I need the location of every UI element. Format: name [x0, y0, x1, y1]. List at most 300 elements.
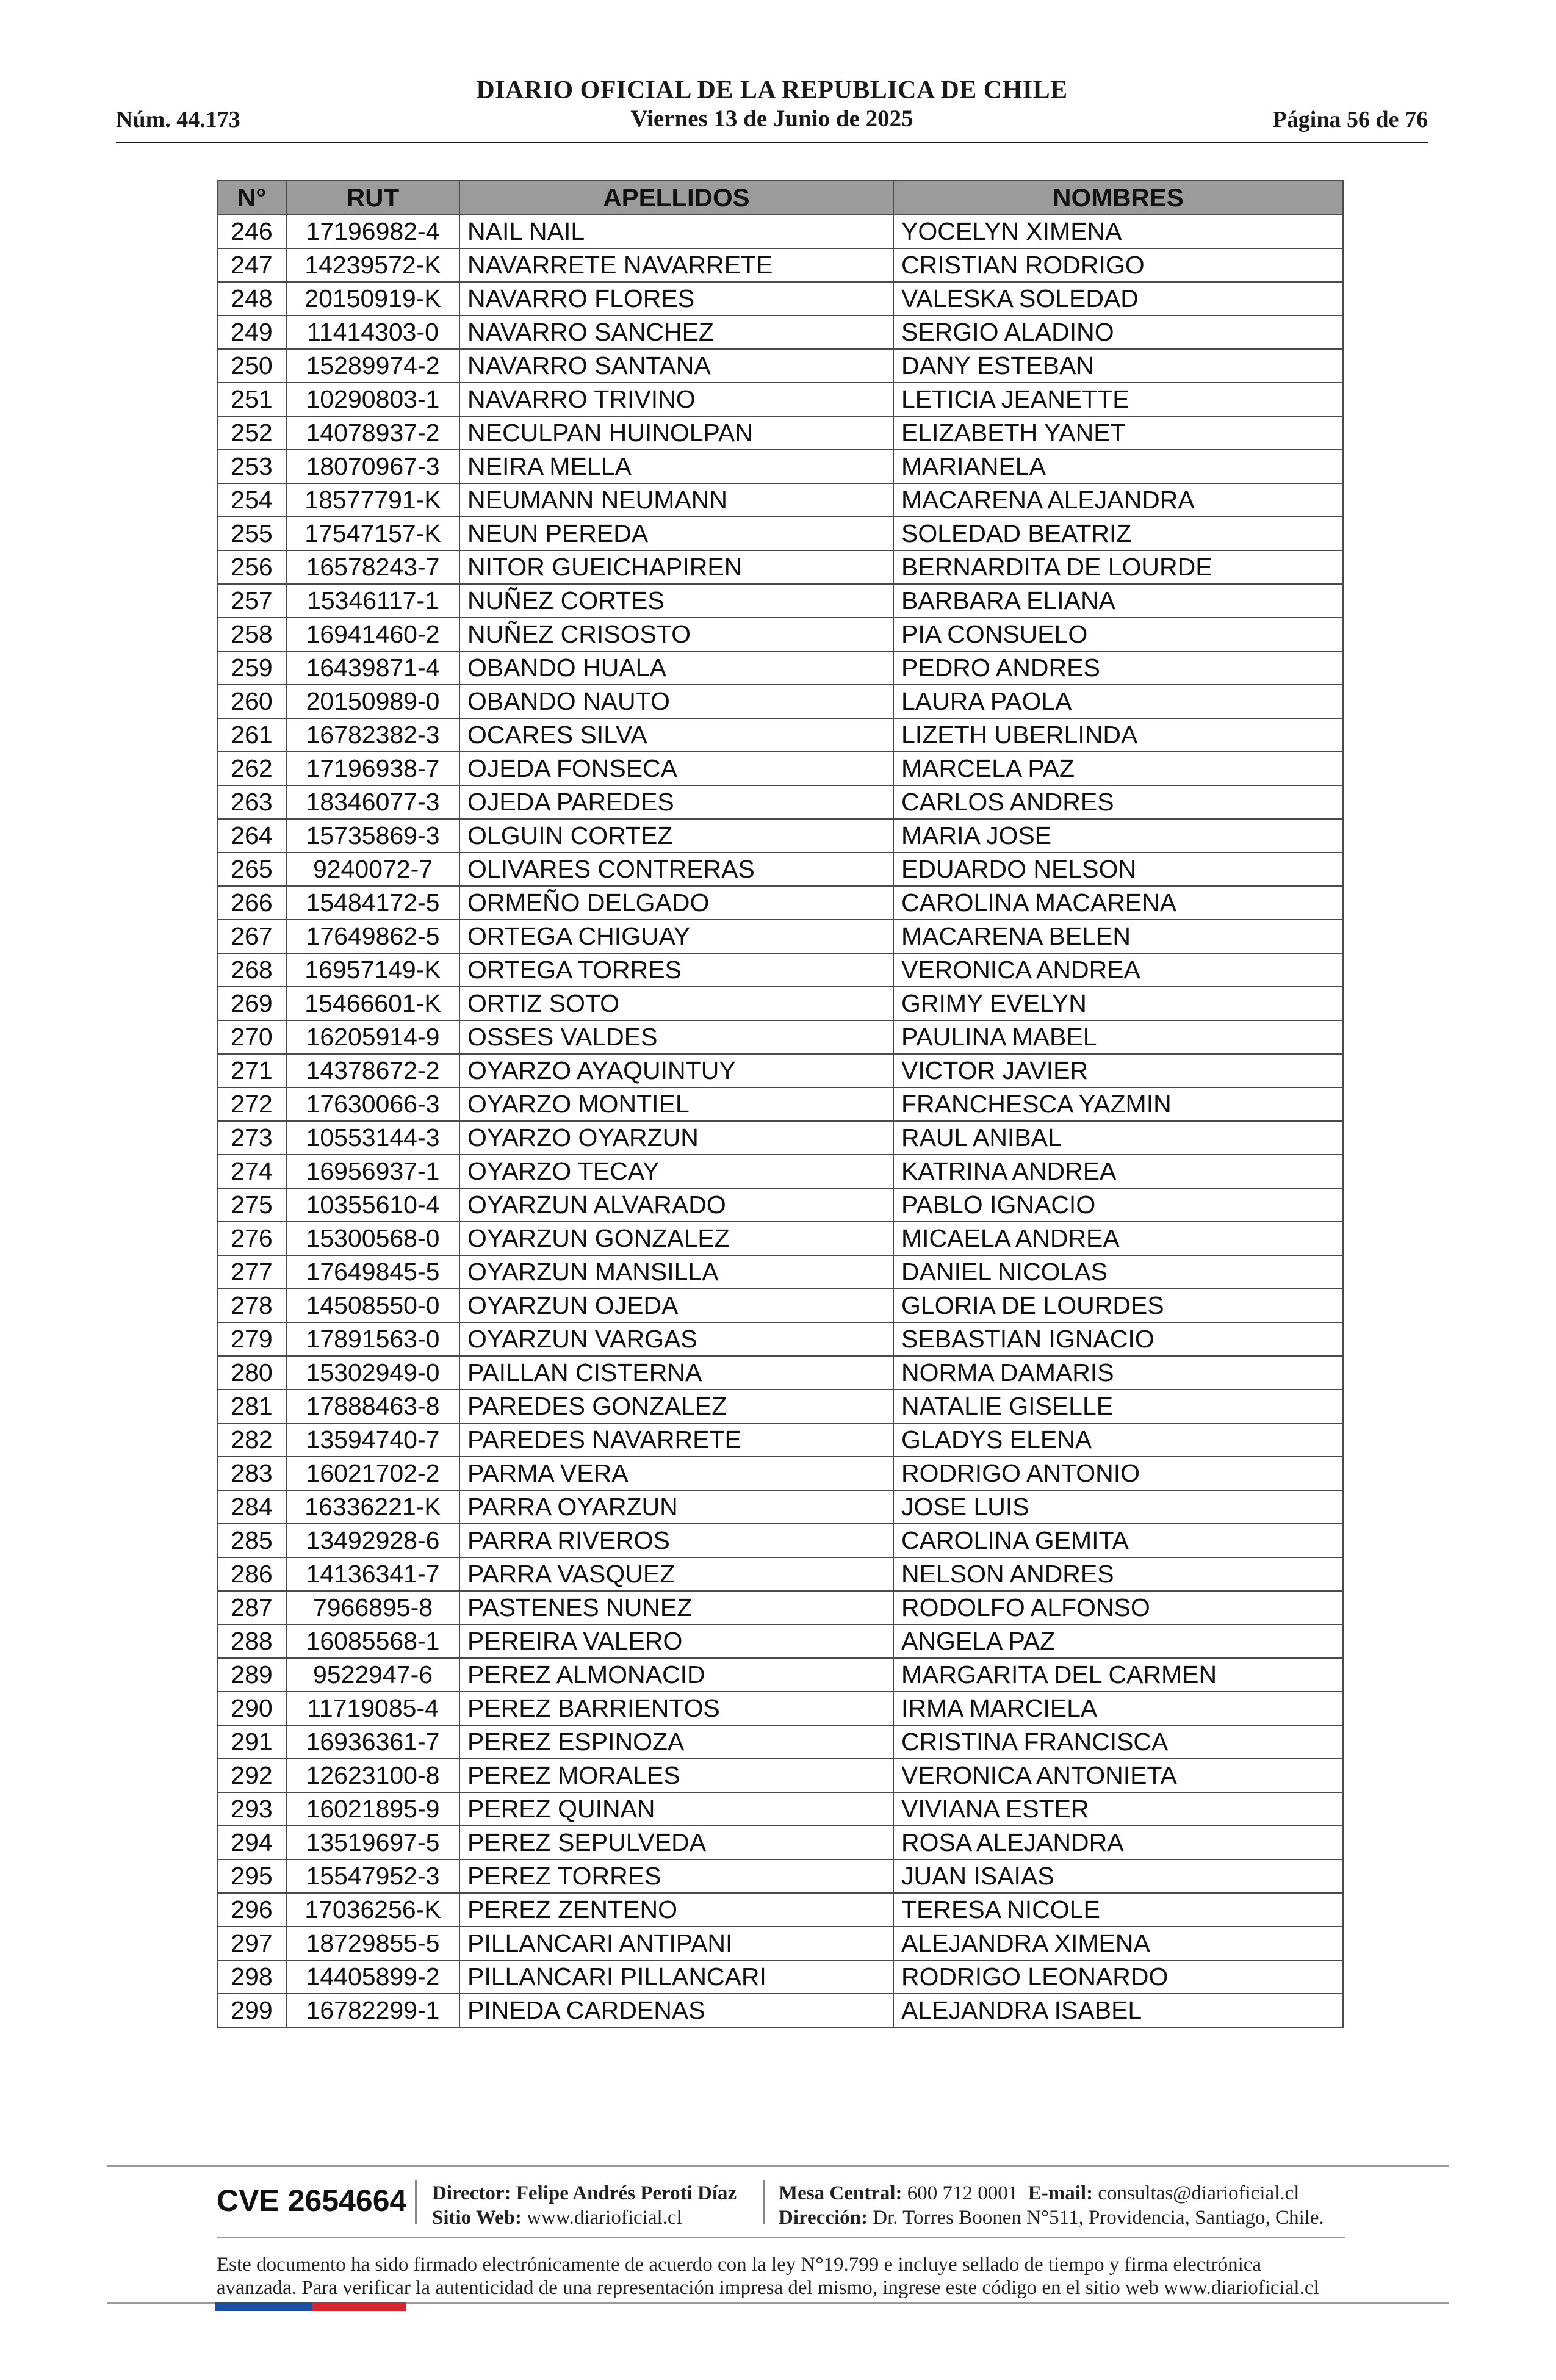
table-row	[217, 483, 1343, 517]
row-number: 268	[217, 953, 286, 987]
row-apellidos: OLGUIN CORTEZ	[459, 819, 893, 853]
row-apellidos: NAVARRO SANCHEZ	[459, 316, 893, 349]
row-rut: 14136341-7	[286, 1557, 459, 1591]
table-row	[217, 1289, 1343, 1322]
row-rut: 15466601-K	[286, 987, 459, 1020]
table-row	[217, 1658, 1343, 1692]
flag-red-segment	[312, 2302, 406, 2311]
footer-divider-top	[107, 2165, 1449, 2167]
row-rut: 18070967-3	[286, 450, 459, 483]
row-apellidos: ORTIZ SOTO	[459, 987, 893, 1020]
row-apellidos: OYARZUN GONZALEZ	[459, 1222, 893, 1255]
row-apellidos: PARRA VASQUEZ	[459, 1557, 893, 1591]
row-rut: 17649845-5	[286, 1255, 459, 1289]
site-label: Sitio Web:	[432, 2207, 522, 2229]
row-number: 286	[217, 1557, 286, 1591]
row-apellidos: ORTEGA TORRES	[459, 953, 893, 987]
row-rut: 17888463-8	[286, 1390, 459, 1423]
row-rut: 16336221-K	[286, 1490, 459, 1524]
row-apellidos: OYARZUN MANSILLA	[459, 1255, 893, 1289]
table-row	[217, 1692, 1343, 1725]
table-row	[217, 853, 1343, 886]
row-apellidos: PINEDA CARDENAS	[459, 1994, 893, 2027]
table-row	[217, 1826, 1343, 1859]
row-apellidos: NEUN PEREDA	[459, 517, 893, 550]
row-nombres: IRMA MARCIELA	[893, 1692, 1343, 1725]
row-nombres: KATRINA ANDREA	[893, 1155, 1343, 1188]
issue-number: Núm. 44.173	[116, 107, 240, 132]
row-number: 272	[217, 1087, 286, 1121]
table-row	[217, 1557, 1343, 1591]
table-row	[217, 1524, 1343, 1557]
row-number: 282	[217, 1423, 286, 1457]
row-apellidos: OYARZO TECAY	[459, 1155, 893, 1188]
row-apellidos: NAVARRETE NAVARRETE	[459, 248, 893, 282]
row-number: 255	[217, 517, 286, 550]
row-apellidos: PEREZ SEPULVEDA	[459, 1826, 893, 1859]
row-apellidos: PEREIRA VALERO	[459, 1625, 893, 1658]
row-rut: 15289974-2	[286, 349, 459, 383]
table-row	[217, 953, 1343, 987]
table-row	[217, 1155, 1343, 1188]
row-apellidos: NAVARRO SANTANA	[459, 349, 893, 383]
table-row	[217, 383, 1343, 416]
row-rut: 20150919-K	[286, 282, 459, 316]
footer-divider-middle	[217, 2237, 1345, 2238]
cve-code: CVE 2654664	[217, 2183, 407, 2218]
header-divider	[116, 142, 1428, 143]
row-number: 257	[217, 584, 286, 618]
row-nombres: ANGELA PAZ	[893, 1625, 1343, 1658]
phone-value: 600 712 0001	[907, 2182, 1018, 2204]
email-label: E-mail:	[1028, 2182, 1093, 2204]
table-row	[217, 1390, 1343, 1423]
table-row	[217, 718, 1343, 752]
table-row	[217, 1020, 1343, 1054]
row-number: 246	[217, 215, 286, 248]
row-apellidos: PEREZ QUINAN	[459, 1792, 893, 1826]
director-name: Felipe Andrés Peroti Díaz	[516, 2182, 737, 2204]
row-number: 294	[217, 1826, 286, 1859]
table-row	[217, 1927, 1343, 1960]
row-rut: 15300568-0	[286, 1222, 459, 1255]
address-value: Dr. Torres Boonen N°511, Providencia, Santiago, Chile.	[873, 2207, 1324, 2229]
table-row	[217, 1255, 1343, 1289]
row-apellidos: PEREZ ESPINOZA	[459, 1725, 893, 1759]
row-rut: 17547157-K	[286, 517, 459, 550]
table-row	[217, 685, 1343, 718]
director-line	[432, 2181, 737, 2205]
row-apellidos: OJEDA FONSECA	[459, 752, 893, 785]
row-number: 275	[217, 1188, 286, 1222]
row-nombres: LIZETH UBERLINDA	[893, 718, 1343, 752]
row-rut: 14378672-2	[286, 1054, 459, 1087]
table-row	[217, 215, 1343, 248]
column-header-number: N°	[217, 181, 286, 215]
row-nombres: ALEJANDRA XIMENA	[893, 1927, 1343, 1960]
row-number: 298	[217, 1960, 286, 1994]
row-apellidos: PARMA VERA	[459, 1457, 893, 1490]
row-rut: 16021702-2	[286, 1457, 459, 1490]
row-nombres: ALEJANDRA ISABEL	[893, 1994, 1343, 2027]
row-rut: 16782382-3	[286, 718, 459, 752]
row-number: 254	[217, 483, 286, 517]
table-row	[217, 819, 1343, 853]
row-rut: 17036256-K	[286, 1893, 459, 1927]
page-header	[116, 72, 1428, 146]
row-nombres: LAURA PAOLA	[893, 685, 1343, 718]
table-row	[217, 1960, 1343, 1994]
row-number: 256	[217, 550, 286, 584]
row-nombres: TERESA NICOLE	[893, 1893, 1343, 1927]
row-number: 281	[217, 1390, 286, 1423]
row-apellidos: PASTENES NUNEZ	[459, 1591, 893, 1625]
row-nombres: MARGARITA DEL CARMEN	[893, 1658, 1343, 1692]
row-apellidos: PAREDES GONZALEZ	[459, 1390, 893, 1423]
row-apellidos: PEREZ ALMONACID	[459, 1658, 893, 1692]
row-nombres: JUAN ISAIAS	[893, 1859, 1343, 1893]
row-rut: 11719085-4	[286, 1692, 459, 1725]
table-row	[217, 920, 1343, 953]
row-apellidos: PEREZ ZENTENO	[459, 1893, 893, 1927]
row-rut: 17196982-4	[286, 215, 459, 248]
row-nombres: RODRIGO LEONARDO	[893, 1960, 1343, 1994]
row-number: 296	[217, 1893, 286, 1927]
contact-line	[779, 2181, 1324, 2205]
row-rut: 15302949-0	[286, 1356, 459, 1390]
row-apellidos: OYARZUN OJEDA	[459, 1289, 893, 1322]
row-nombres: MACARENA ALEJANDRA	[893, 483, 1343, 517]
row-rut: 16439871-4	[286, 651, 459, 685]
row-number: 279	[217, 1322, 286, 1356]
row-rut: 14508550-0	[286, 1289, 459, 1322]
row-nombres: ROSA ALEJANDRA	[893, 1826, 1343, 1859]
row-nombres: GRIMY EVELYN	[893, 987, 1343, 1020]
table-row	[217, 1591, 1343, 1625]
row-apellidos: OSSES VALDES	[459, 1020, 893, 1054]
table-row	[217, 651, 1343, 685]
row-number: 291	[217, 1725, 286, 1759]
row-nombres: SERGIO ALADINO	[893, 316, 1343, 349]
row-rut: 15346117-1	[286, 584, 459, 618]
row-apellidos: NAVARRO TRIVINO	[459, 383, 893, 416]
table-row	[217, 752, 1343, 785]
site-link[interactable]: www.diarioficial.cl	[527, 2207, 682, 2229]
row-number: 292	[217, 1759, 286, 1792]
row-nombres: JOSE LUIS	[893, 1490, 1343, 1524]
row-rut: 17891563-0	[286, 1322, 459, 1356]
row-rut: 12623100-8	[286, 1759, 459, 1792]
table-body	[217, 215, 1343, 2027]
column-header-rut: RUT	[286, 181, 459, 215]
table-row	[217, 450, 1343, 483]
row-nombres: YOCELYN XIMENA	[893, 215, 1343, 248]
row-rut: 18577791-K	[286, 483, 459, 517]
row-number: 284	[217, 1490, 286, 1524]
row-nombres: DANIEL NICOLAS	[893, 1255, 1343, 1289]
row-apellidos: ORMEÑO DELGADO	[459, 886, 893, 920]
footer-contact-block	[779, 2181, 1324, 2230]
publication-date: Viernes 13 de Junio de 2025	[630, 106, 913, 132]
row-nombres: PABLO IGNACIO	[893, 1188, 1343, 1222]
row-number: 266	[217, 886, 286, 920]
row-rut: 17630066-3	[286, 1087, 459, 1121]
row-number: 259	[217, 651, 286, 685]
row-number: 258	[217, 618, 286, 651]
row-number: 247	[217, 248, 286, 282]
table-row	[217, 1356, 1343, 1390]
row-number: 270	[217, 1020, 286, 1054]
row-rut: 18346077-3	[286, 785, 459, 819]
row-nombres: MARCELA PAZ	[893, 752, 1343, 785]
legal-notice	[217, 2253, 1345, 2299]
row-nombres: SOLEDAD BEATRIZ	[893, 517, 1343, 550]
row-apellidos: OLIVARES CONTRERAS	[459, 853, 893, 886]
table-row	[217, 618, 1343, 651]
row-apellidos: PARRA RIVEROS	[459, 1524, 893, 1557]
table-row	[217, 1423, 1343, 1457]
row-nombres: GLADYS ELENA	[893, 1423, 1343, 1457]
row-rut: 14405899-2	[286, 1960, 459, 1994]
table-row	[217, 1994, 1343, 2027]
row-apellidos: NUÑEZ CRISOSTO	[459, 618, 893, 651]
table-row	[217, 584, 1343, 618]
row-number: 265	[217, 853, 286, 886]
email-link[interactable]: consultas@diarioficial.cl	[1098, 2182, 1300, 2204]
address-label: Dirección:	[779, 2207, 868, 2229]
row-nombres: PAULINA MABEL	[893, 1020, 1343, 1054]
row-nombres: BARBARA ELIANA	[893, 584, 1343, 618]
row-nombres: FRANCHESCA YAZMIN	[893, 1087, 1343, 1121]
row-rut: 13519697-5	[286, 1826, 459, 1859]
address-line	[779, 2205, 1324, 2230]
publication-title: DIARIO OFICIAL DE LA REPUBLICA DE CHILE	[476, 76, 1068, 104]
row-apellidos: PAILLAN CISTERNA	[459, 1356, 893, 1390]
row-rut: 11414303-0	[286, 316, 459, 349]
row-nombres: VERONICA ANDREA	[893, 953, 1343, 987]
table-row	[217, 1054, 1343, 1087]
row-rut: 18729855-5	[286, 1927, 459, 1960]
row-apellidos: PAREDES NAVARRETE	[459, 1423, 893, 1457]
table-row	[217, 1725, 1343, 1759]
row-number: 290	[217, 1692, 286, 1725]
legal-line-1: Este documento ha sido firmado electrónicamente de acuerdo con la ley N°19.799 e incluye sellado de tiempo y firma electrónica	[217, 2254, 1262, 2276]
table-row	[217, 1759, 1343, 1792]
row-rut: 17196938-7	[286, 752, 459, 785]
row-rut: 14078937-2	[286, 416, 459, 450]
row-number: 253	[217, 450, 286, 483]
row-number: 261	[217, 718, 286, 752]
row-nombres: MARIA JOSE	[893, 819, 1343, 853]
row-rut: 13492928-6	[286, 1524, 459, 1557]
row-rut: 15547952-3	[286, 1859, 459, 1893]
row-nombres: MACARENA BELEN	[893, 920, 1343, 953]
row-apellidos: OYARZO MONTIEL	[459, 1087, 893, 1121]
row-number: 250	[217, 349, 286, 383]
row-nombres: LETICIA JEANETTE	[893, 383, 1343, 416]
table-row	[217, 1322, 1343, 1356]
names-table	[217, 180, 1344, 2028]
row-nombres: MARIANELA	[893, 450, 1343, 483]
row-apellidos: OYARZUN VARGAS	[459, 1322, 893, 1356]
row-rut: 16956937-1	[286, 1155, 459, 1188]
table-row	[217, 785, 1343, 819]
table-row	[217, 416, 1343, 450]
row-nombres: MICAELA ANDREA	[893, 1222, 1343, 1255]
footer-director-block	[432, 2181, 737, 2230]
row-rut: 16085568-1	[286, 1625, 459, 1658]
row-rut: 10355610-4	[286, 1188, 459, 1222]
row-nombres: CAROLINA MACARENA	[893, 886, 1343, 920]
row-number: 289	[217, 1658, 286, 1692]
row-number: 273	[217, 1121, 286, 1155]
row-number: 288	[217, 1625, 286, 1658]
row-number: 283	[217, 1457, 286, 1490]
row-rut: 15484172-5	[286, 886, 459, 920]
row-nombres: PEDRO ANDRES	[893, 651, 1343, 685]
row-number: 274	[217, 1155, 286, 1188]
row-nombres: EDUARDO NELSON	[893, 853, 1343, 886]
row-rut: 13594740-7	[286, 1423, 459, 1457]
row-number: 271	[217, 1054, 286, 1087]
row-nombres: RODOLFO ALFONSO	[893, 1591, 1343, 1625]
row-apellidos: PILLANCARI PILLANCARI	[459, 1960, 893, 1994]
row-rut: 9522947-6	[286, 1658, 459, 1692]
row-number: 278	[217, 1289, 286, 1322]
row-nombres: CAROLINA GEMITA	[893, 1524, 1343, 1557]
row-number: 267	[217, 920, 286, 953]
row-rut: 16957149-K	[286, 953, 459, 987]
row-nombres: RAUL ANIBAL	[893, 1121, 1343, 1155]
row-number: 299	[217, 1994, 286, 2027]
row-number: 262	[217, 752, 286, 785]
table-row	[217, 1625, 1343, 1658]
row-rut: 15735869-3	[286, 819, 459, 853]
column-header-nombres: NOMBRES	[893, 181, 1343, 215]
row-rut: 16578243-7	[286, 550, 459, 584]
row-nombres: NATALIE GISELLE	[893, 1390, 1343, 1423]
row-nombres: VALESKA SOLEDAD	[893, 282, 1343, 316]
row-nombres: ELIZABETH YANET	[893, 416, 1343, 450]
row-apellidos: NITOR GUEICHAPIREN	[459, 550, 893, 584]
row-number: 249	[217, 316, 286, 349]
row-apellidos: OYARZO OYARZUN	[459, 1121, 893, 1155]
row-rut: 16941460-2	[286, 618, 459, 651]
row-rut: 16782299-1	[286, 1994, 459, 2027]
row-nombres: NORMA DAMARIS	[893, 1356, 1343, 1390]
table-row	[217, 1222, 1343, 1255]
table-row	[217, 1792, 1343, 1826]
row-nombres: RODRIGO ANTONIO	[893, 1457, 1343, 1490]
site-line	[432, 2205, 737, 2230]
page-number: Página 56 de 76	[1272, 107, 1428, 132]
row-number: 295	[217, 1859, 286, 1893]
row-number: 269	[217, 987, 286, 1020]
row-number: 263	[217, 785, 286, 819]
row-rut: 16205914-9	[286, 1020, 459, 1054]
flag-blue-segment	[215, 2302, 312, 2311]
row-number: 293	[217, 1792, 286, 1826]
row-rut: 17649862-5	[286, 920, 459, 953]
row-nombres: CARLOS ANDRES	[893, 785, 1343, 819]
row-nombres: VICTOR JAVIER	[893, 1054, 1343, 1087]
row-nombres: CRISTIAN RODRIGO	[893, 248, 1343, 282]
row-apellidos: OJEDA PAREDES	[459, 785, 893, 819]
table-row	[217, 282, 1343, 316]
row-rut: 7966895-8	[286, 1591, 459, 1625]
row-number: 287	[217, 1591, 286, 1625]
row-number: 260	[217, 685, 286, 718]
table-row	[217, 1087, 1343, 1121]
row-nombres: SEBASTIAN IGNACIO	[893, 1322, 1343, 1356]
row-number: 252	[217, 416, 286, 450]
table-row	[217, 349, 1343, 383]
row-apellidos: PARRA OYARZUN	[459, 1490, 893, 1524]
row-apellidos: NAIL NAIL	[459, 215, 893, 248]
row-apellidos: OBANDO NAUTO	[459, 685, 893, 718]
footer-separator-1	[415, 2180, 417, 2224]
row-number: 297	[217, 1927, 286, 1960]
row-number: 280	[217, 1356, 286, 1390]
table-row	[217, 886, 1343, 920]
row-apellidos: NECULPAN HUINOLPAN	[459, 416, 893, 450]
column-header-apellidos: APELLIDOS	[459, 181, 893, 215]
row-rut: 10553144-3	[286, 1121, 459, 1155]
row-apellidos: OYARZUN ALVARADO	[459, 1188, 893, 1222]
row-rut: 16936361-7	[286, 1725, 459, 1759]
row-rut: 16021895-9	[286, 1792, 459, 1826]
table-row	[217, 517, 1343, 550]
legal-line-2: avanzada. Para verificar la autenticidad de una representación impresa del mismo, ingrese este código en el sitio web www.diarioficial.cl	[217, 2277, 1319, 2299]
row-rut: 20150989-0	[286, 685, 459, 718]
row-apellidos: OYARZO AYAQUINTUY	[459, 1054, 893, 1087]
row-number: 277	[217, 1255, 286, 1289]
table-row	[217, 1859, 1343, 1893]
phone-label: Mesa Central:	[779, 2182, 902, 2204]
row-apellidos: ORTEGA CHIGUAY	[459, 920, 893, 953]
row-number: 251	[217, 383, 286, 416]
table-row	[217, 1893, 1343, 1927]
row-apellidos: PILLANCARI ANTIPANI	[459, 1927, 893, 1960]
row-nombres: GLORIA DE LOURDES	[893, 1289, 1343, 1322]
director-label: Director:	[432, 2182, 511, 2204]
table-row	[217, 1121, 1343, 1155]
table-row	[217, 1490, 1343, 1524]
row-apellidos: NAVARRO FLORES	[459, 282, 893, 316]
row-nombres: VIVIANA ESTER	[893, 1792, 1343, 1826]
row-apellidos: PEREZ TORRES	[459, 1859, 893, 1893]
row-nombres: BERNARDITA DE LOURDE	[893, 550, 1343, 584]
row-apellidos: PEREZ BARRIENTOS	[459, 1692, 893, 1725]
row-apellidos: NEIRA MELLA	[459, 450, 893, 483]
row-number: 248	[217, 282, 286, 316]
row-number: 285	[217, 1524, 286, 1557]
table-row	[217, 1457, 1343, 1490]
footer-separator-2	[763, 2180, 765, 2224]
row-apellidos: PEREZ MORALES	[459, 1759, 893, 1792]
row-number: 276	[217, 1222, 286, 1255]
row-number: 264	[217, 819, 286, 853]
row-nombres: CRISTINA FRANCISCA	[893, 1725, 1343, 1759]
row-nombres: PIA CONSUELO	[893, 618, 1343, 651]
table-row	[217, 1188, 1343, 1222]
row-nombres: DANY ESTEBAN	[893, 349, 1343, 383]
row-rut: 14239572-K	[286, 248, 459, 282]
table-header-row	[217, 181, 1343, 215]
row-rut: 9240072-7	[286, 853, 459, 886]
row-apellidos: NUÑEZ CORTES	[459, 584, 893, 618]
row-nombres: VERONICA ANTONIETA	[893, 1759, 1343, 1792]
